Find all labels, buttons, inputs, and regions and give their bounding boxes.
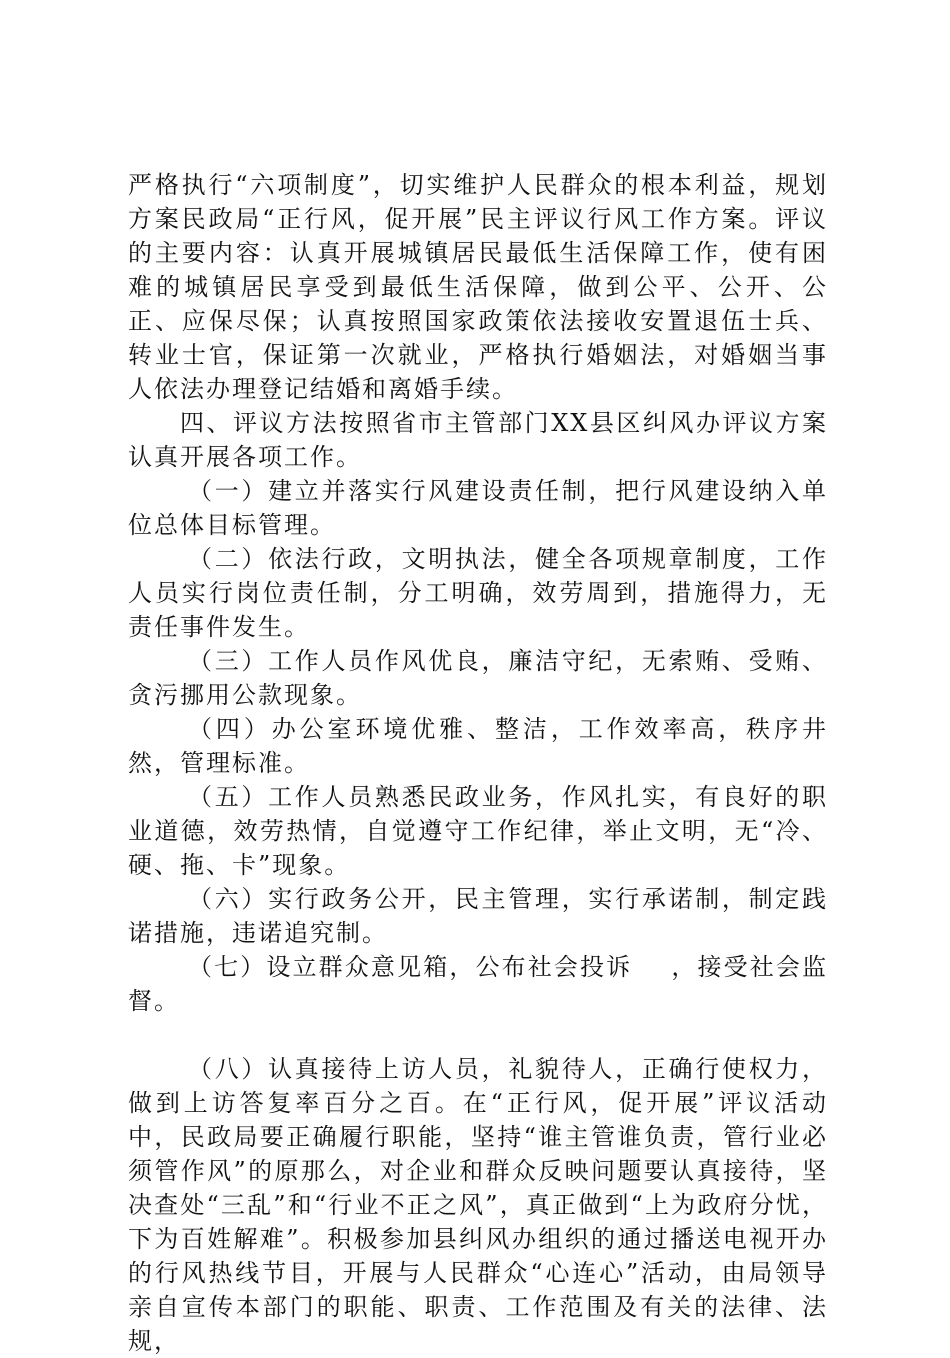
- paragraph-item-3: （三）工作人员作风优良，廉洁守纪，无索贿、受贿、贪污挪用公款现象。: [128, 647, 828, 709]
- paragraph-item-5: （五）工作人员熟悉民政业务，作风扎实，有良好的职业道德，效劳热情，自觉遵守工作纪律，举止文明，无“冷、硬、拖、卡”现象。: [128, 783, 828, 879]
- paragraph-section-four: 四、评议方法按照省市主管部门XX县区纠风办评议方案认真开展各项工作。: [128, 409, 828, 471]
- paragraph-item-2: （二）依法行政，文明执法，健全各项规章制度，工作人员实行岗位责任制，分工明确，效劳周到，措施得力，无责任事件发生。: [128, 545, 828, 641]
- paragraph-item-1: （一）建立并落实行风建设责任制，把行风建设纳入单位总体目标管理。: [128, 477, 828, 539]
- document-body: [128, 168, 828, 1358]
- paragraph-item-4: （四）办公室环境优雅、整洁，工作效率高，秩序井然，管理标准。: [128, 715, 828, 777]
- paragraph-spacer: [128, 1018, 828, 1052]
- paragraph-evaluation-content: 严格执行“六项制度”，切实维护人民群众的根本利益，规划方案民政局“正行风，促开展”民主评议行风工作方案。评议的主要内容：认真开展城镇居民最低生活保障工作，使有困难的城镇居民享受到最低生活保障，做到公平、公开、公正、应保尽保；认真按照国家政策依法接收安置退伍士兵、转业士官，保证第一次就业，严格执行婚姻法，对婚姻当事人依法办理登记结婚和离婚手续。: [128, 171, 828, 403]
- paragraph-item-7: （七）设立群众意见箱，公布社会投诉 ，接受社会监督。: [128, 953, 828, 1015]
- paragraph-item-6: （六）实行政务公开，民主管理，实行承诺制，制定践诺措施，违诺追究制。: [128, 885, 828, 947]
- paragraph-item-8: （八）认真接待上访人员，礼貌待人，正确行使权力，做到上访答复率百分之百。在“正行风，促开展”评议活动中，民政局要正确履行职能，坚持“谁主管谁负责，管行业必须管作风”的原那么，对企业和群众反映问题要认真接待，坚决查处“三乱”和“行业不正之风”，真正做到“上为政府分忧，下为百姓解难”。积极参加县纠风办组织的通过播送电视开办的行风热线节目，开展与人民群众“心连心”活动，由局领导亲自宣传本部门的职能、职责、工作范围及有关的法律、法规，: [128, 1055, 828, 1355]
